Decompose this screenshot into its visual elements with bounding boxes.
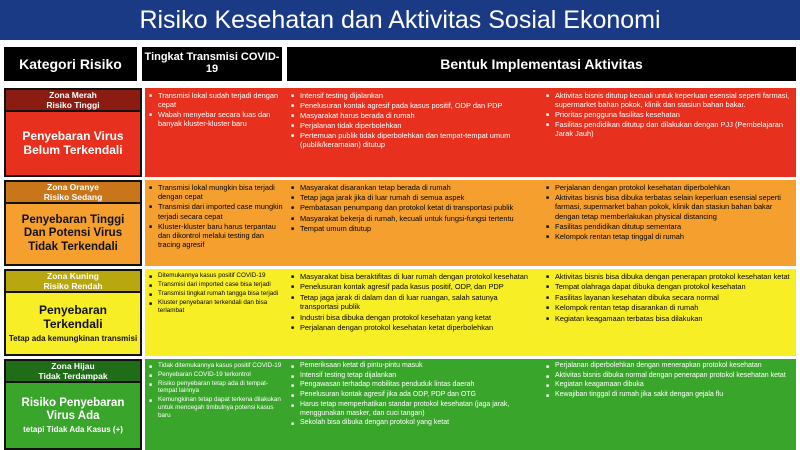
- zone-name-oranye: [6, 204, 140, 264]
- aktivitas-b-cell-hijau: [542, 359, 796, 450]
- aktivitas-a-cell-merah: [287, 88, 542, 177]
- zone-label-line1: Zona Merah: [49, 90, 97, 100]
- zone-label-line2: Risiko Rendah: [43, 281, 103, 291]
- transmisi-cell-kuning: [145, 269, 287, 356]
- aktivitas-a-cell-kuning: [287, 269, 542, 356]
- zone-cell-kuning: [4, 269, 142, 356]
- bullet-item: ■ Perjalanan dengan protokol kesehatan diperbolehkan: [546, 183, 792, 192]
- bullet-item: ■ Transmisi tingkat rumah tangga bisa terjadi: [149, 290, 283, 298]
- zone-name-line2: Dan Potensi Virus: [23, 227, 123, 240]
- bullet-list: [546, 91, 792, 138]
- row-zona-hijau: [4, 359, 796, 450]
- row-zona-kuning: [4, 269, 796, 356]
- bullet-item: ■ Transmisi lokal mungkin bisa terjadi dengan cepat: [149, 183, 283, 201]
- bullet-list: [291, 362, 538, 428]
- aktivitas-a-cell-hijau: [287, 359, 542, 450]
- header-tingkat-transmisi: Tingkat Transmisi COVID-19: [142, 47, 282, 81]
- aktivitas-b-cell-oranye: [542, 180, 796, 266]
- zone-name-hijau: [6, 383, 140, 448]
- bullet-item: ■ Intensif testing tetap dijalankan: [291, 372, 538, 381]
- bullet-item: ■ Tempat olahraga dapat dibuka dengan protokol kesehatan: [546, 282, 792, 291]
- aktivitas-b-cell-kuning: [542, 269, 796, 356]
- bullet-item: ■ Intensif testing dijalankan: [291, 91, 538, 100]
- zone-label-kuning: [6, 271, 140, 293]
- zone-name-line2: Belum Terkendali: [23, 142, 123, 157]
- zone-cell-hijau: [4, 359, 142, 450]
- zone-name-line3: Tetap ada kemungkinan transmisi: [8, 333, 138, 343]
- row-zona-oranye: [4, 180, 796, 266]
- bullet-item: ■ Kemungkinan tetap dapat terkena dilakukan untuk mencegah timbulnya potensi kasus baru: [149, 396, 283, 419]
- zone-name-line1: Risiko Penyebaran: [21, 396, 125, 409]
- bullet-list: [546, 272, 792, 323]
- bullet-list: [149, 91, 283, 128]
- zone-label-line1: Zona Oranye: [47, 182, 99, 192]
- bullet-item: ■ Penyebaran COVID-19 terkontrol: [149, 371, 283, 379]
- bullet-item: ■ Fasilitas layanan kesehatan dibuka secara normal: [546, 293, 792, 302]
- header-kategori-risiko: Kategori Risiko: [4, 47, 137, 81]
- bullet-item: ■ Prioritas pengguna fasilitas kesehatan: [546, 110, 792, 119]
- bullet-item: ■ Pertemuan publik tidak diperbolehkan dan tempat-tempat umum (publik/keramaian) ditutup: [291, 131, 538, 149]
- zone-cell-oranye: [4, 180, 142, 266]
- bullet-list: [291, 183, 538, 233]
- zone-label-line2: Tidak Terdampak: [38, 371, 108, 381]
- transmisi-cell-hijau: [145, 359, 287, 450]
- bullet-item: ■ Industri bisa dibuka dengan protokol kesehatan yang ketat: [291, 313, 538, 322]
- zone-label-line1: Zona Hijau: [51, 361, 95, 371]
- bullet-list: [291, 272, 538, 332]
- zone-label-merah: [6, 90, 140, 112]
- zone-label-oranye: [6, 182, 140, 204]
- bullet-item: ■ Penelusuran kontak agresif pada kasus positif, ODP, dan PDP: [291, 282, 538, 291]
- bullet-item: ■ Risiko penyebaran tetap ada di tempat-tempat lainnya: [149, 380, 283, 396]
- bullet-item: ■ Sekolah bisa dibuka dengan protokol yang ketat: [291, 419, 538, 428]
- bullet-item: ■ Tetap jaga jarak di dalam dan di luar ruangan, salah satunya transportasi publik: [291, 293, 538, 312]
- bullet-item: ■ Ditemukannya kasus positif COVID-19: [149, 272, 283, 280]
- bullet-item: ■ Transmisi lokal sudah terjadi dengan cepat: [149, 91, 283, 109]
- bullet-item: ■ Pembatasan penumpang dan protokol ketat di transportasi publik: [291, 203, 538, 212]
- zone-cell-merah: [4, 88, 142, 177]
- bullet-list: [149, 362, 283, 420]
- transmisi-cell-oranye: [145, 180, 287, 266]
- bullet-item: ■ Tempat umum ditutup: [291, 224, 538, 233]
- bullet-item: ■ Transmisi dari imported case mungkin terjadi secara cepat: [149, 202, 283, 220]
- bullet-item: ■ Kegiatan keagamaan dibuka: [546, 381, 792, 390]
- bullet-item: ■ Kluster-kluster baru harus terpantau dan dikontrol melalui testing dan tracing agresif: [149, 222, 283, 250]
- bullet-item: ■ Penelusuran kontak agresif jika ada ODP, PDP dan OTG: [291, 391, 538, 400]
- bullet-item: ■ Masyarakat bisa beraktifitas di luar rumah dengan protokol kesehatan: [291, 272, 538, 281]
- zone-name-line3: Tidak Terkendali: [28, 240, 118, 253]
- bullet-list: [546, 183, 792, 241]
- zone-name-line1: Penyebaran Tinggi: [21, 214, 125, 227]
- bullet-item: ■ Masyarakat bekerja di rumah, kecuali untuk fungsi-fungsi tertentu: [291, 214, 538, 223]
- bullet-item: ■ Aktivitas bisnis ditutup kecuali untuk keperluan esensial seperti farmasi, supermarket bahan pokok, klinik dan stasiun bahan bakar.: [546, 91, 792, 109]
- bullet-item: ■ Kelompok rentan tetap disarankan di rumah: [546, 303, 792, 312]
- zone-name-line2: Terkendali: [43, 316, 103, 331]
- transmisi-cell-merah: [145, 88, 287, 177]
- zone-name-line1: Penyebaran Virus: [22, 128, 124, 143]
- bullet-item: ■ Aktivitas bisnis bisa dibuka terbatas selain keperluan esensial seperti farmasi, supermarket bahan pokok, klinik dan stasiun bahan bakar dengan tetap memberlakukan physical distancing: [546, 193, 792, 221]
- bullet-item: ■ Masyarakat harus berada di rumah: [291, 111, 538, 120]
- bullet-item: ■ Tetap jaga jarak jika di luar rumah di semua aspek: [291, 193, 538, 202]
- zone-label-line2: Risiko Tinggi: [46, 100, 100, 110]
- zone-name-kuning: [6, 293, 140, 354]
- bullet-item: ■ Aktivitas bisnis bisa dibuka dengan penerapan protokol kesehatan ketat: [546, 272, 792, 281]
- page-title: Risiko Kesehatan dan Aktivitas Sosial Ekonomi: [0, 0, 800, 40]
- bullet-item: ■ Kegiatan keagamaan terbatas bisa dilakukan: [546, 314, 792, 323]
- bullet-item: ■ Fasilitas pendidikan ditutup dan dilakukan dengan PJJ (Pembelajaran Jarak Jauh): [546, 120, 792, 138]
- zone-name-line3: tetapi Tidak Ada Kasus (+): [23, 425, 123, 435]
- bullet-item: ■ Perjalanan diperbolehkan dengan menerapkan protokol kesehatan: [546, 362, 792, 371]
- bullet-item: ■ Pemeriksaan ketat di pintu-pintu masuk: [291, 362, 538, 371]
- bullet-item: ■ Aktivitas bisnis dibuka normal dengan penerapan protokol kesehatan ketat: [546, 372, 792, 381]
- bullet-list: [546, 362, 792, 400]
- zone-name-line2: Virus Ada: [46, 409, 100, 422]
- bullet-list: [149, 272, 283, 315]
- bullet-item: ■ Pengawasan terhadap mobilitas penduduk lintas daerah: [291, 381, 538, 390]
- bullet-item: ■ Perjalanan tidak diperbolehkan: [291, 121, 538, 130]
- bullet-item: ■ Tidak ditemukannya kasus positif COVID-19: [149, 362, 283, 370]
- bullet-item: ■ Harus tetap memperhatikan standar protokol kesehatan (jaga jarak, menggunakan masker, dan cuci tangan): [291, 401, 538, 418]
- bullet-list: [291, 91, 538, 149]
- zone-label-line2: Risiko Sedang: [43, 192, 103, 202]
- zone-name-line1: Penyebaran: [38, 303, 108, 318]
- bullet-item: ■ Penelusuran kontak agresif pada kasus positif, ODP dan PDP: [291, 101, 538, 110]
- bullet-item: ■ Kelompok rentan tetap tinggal di rumah: [546, 232, 792, 241]
- zone-label-line1: Zona Kuning: [47, 271, 99, 281]
- header-bentuk-implementasi: Bentuk Implementasi Aktivitas: [287, 47, 796, 81]
- bullet-item: ■ Kluster penyebaran terkendali dan bisa terlambat: [149, 299, 283, 315]
- bullet-item: ■ Transmisi dari imported case bisa terjadi: [149, 281, 283, 289]
- zone-label-hijau: [6, 361, 140, 383]
- aktivitas-b-cell-merah: [542, 88, 796, 177]
- bullet-item: ■ Kewajiban tinggal di rumah jika sakit dengan gejala flu: [546, 391, 792, 400]
- row-zona-merah: [4, 88, 796, 177]
- bullet-list: [149, 183, 283, 249]
- zone-name-merah: [6, 112, 140, 175]
- bullet-item: ■ Masyarakat disarankan tetap berada di rumah: [291, 183, 538, 192]
- bullet-item: ■ Fasilitas pendidikan ditutup sementara: [546, 222, 792, 231]
- aktivitas-a-cell-oranye: [287, 180, 542, 266]
- bullet-item: ■ Wabah menyebar secara luas dan banyak kluster-kluster baru: [149, 110, 283, 128]
- bullet-item: ■ Perjalanan dengan protokol kesehatan ketat diperbolehkan: [291, 323, 538, 332]
